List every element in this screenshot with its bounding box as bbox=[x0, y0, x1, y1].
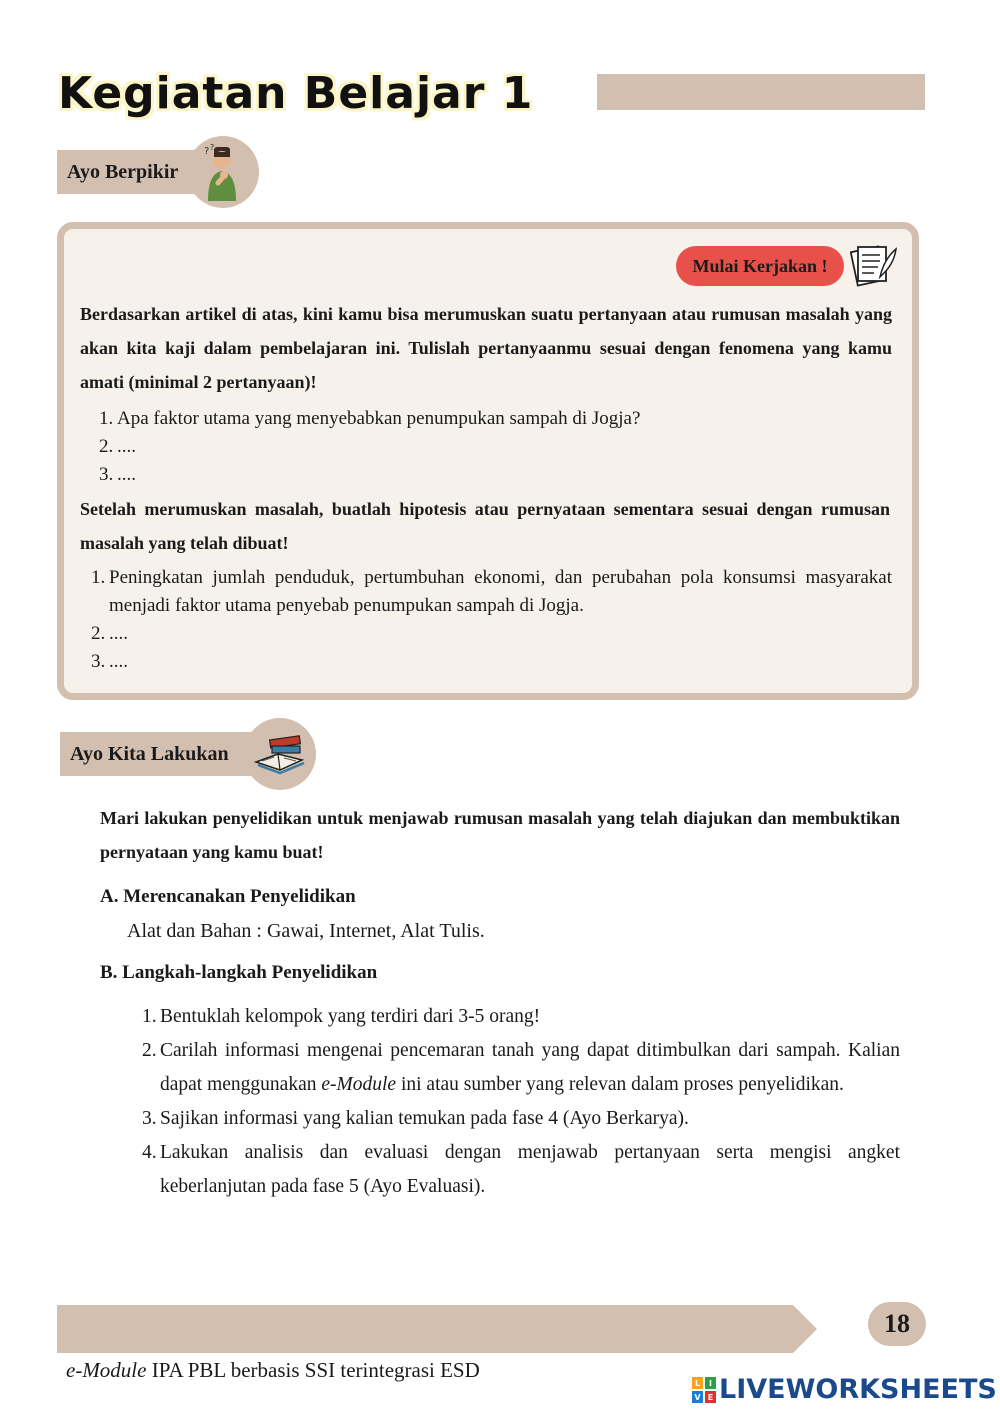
logo-letter: L bbox=[694, 1378, 701, 1388]
liveworksheets-brand[interactable] bbox=[692, 1374, 997, 1405]
title-accent-bar bbox=[597, 74, 925, 110]
part-a-text: Alat dan Bahan : Gawai, Internet, Alat Tulis. bbox=[127, 920, 485, 942]
svg-text:?: ? bbox=[210, 143, 215, 152]
list-item: 2. Carilah informasi mengenai pencemaran tanah yang dapat ditimbulkan dari sampah. Kalian dapat menggunakan e-Module ini atau sumber yang relevan dalam proses penyelidikan. bbox=[142, 1040, 900, 1095]
start-button[interactable]: Mulai Kerjakan ! bbox=[676, 246, 844, 286]
list-item: 3. .... bbox=[91, 648, 892, 676]
page-number: 18 bbox=[868, 1302, 926, 1346]
answer-field[interactable]: .... bbox=[109, 623, 128, 644]
section-tab-ayo-kita-lakukan bbox=[60, 730, 320, 802]
books-icon bbox=[244, 718, 316, 790]
list-item: 2. .... bbox=[91, 620, 892, 648]
part-b-title: B. Langkah-langkah Penyelidikan bbox=[100, 962, 378, 983]
logo-letter: E bbox=[707, 1392, 714, 1402]
list-item: 1. Bentuklah kelompok yang terdiri dari 3-5 orang! bbox=[142, 1006, 541, 1027]
question-list bbox=[99, 405, 889, 489]
svg-text:?: ? bbox=[204, 146, 210, 157]
answer-field[interactable]: .... bbox=[117, 464, 136, 485]
liveworksheets-logo-icon bbox=[692, 1377, 716, 1403]
answer-field[interactable]: .... bbox=[117, 436, 136, 457]
list-item: 2. .... bbox=[99, 433, 889, 461]
answer-field[interactable]: .... bbox=[109, 651, 128, 672]
list-item: 3. Sajikan informasi yang kalian temukan pada fase 4 (Ayo Berkarya). bbox=[142, 1108, 689, 1129]
hypothesis-list bbox=[91, 564, 892, 676]
steps-list bbox=[142, 1000, 900, 1204]
section-tab-label: Ayo Berpikir bbox=[57, 150, 227, 194]
investigation-intro: Mari lakukan penyelidikan untuk menjawab rumusan masalah yang telah diajukan dan membuktikan pernyataan yang kamu buat! bbox=[100, 808, 900, 862]
section-tab-ayo-berpikir bbox=[57, 143, 267, 220]
footer-arrow-bar bbox=[57, 1305, 817, 1353]
logo-letter: V bbox=[694, 1392, 701, 1402]
page-title: Kegiatan Belajar 1 bbox=[58, 68, 534, 119]
footer-module-name: e-Module IPA PBL berbasis SSI terintegrasi ESD bbox=[66, 1358, 480, 1382]
hypothesis-instruction: Setelah merumuskan masalah, buatlah hipotesis atau pernyataan sementara sesuai dengan rumusan masalah yang telah dibuat! bbox=[80, 499, 890, 553]
section-tab-label: Ayo Kita Lakukan bbox=[60, 732, 270, 776]
brand-text: LIVEWORKSHEETS bbox=[719, 1374, 997, 1405]
logo-letter: I bbox=[709, 1378, 712, 1388]
list-item: 4. Lakukan analisis dan evaluasi dengan menjawab pertanyaan serta mengisi angket keberlanjutan pada fase 5 (Ayo Evaluasi). bbox=[142, 1142, 900, 1197]
list-item: 3. .... bbox=[99, 461, 889, 489]
answer-field[interactable]: Peningkatan jumlah penduduk, pertumbuhan ekonomi, dan perubahan pola konsumsi masyarakat menjadi faktor utama penyebab penumpukan sampah di Jogja. bbox=[109, 567, 892, 616]
part-a-title: A. Merencanakan Penyelidikan bbox=[100, 886, 356, 907]
thinking-person-icon bbox=[187, 136, 259, 208]
list-item: 1. Peningkatan jumlah penduduk, pertumbuhan ekonomi, dan perubahan pola konsumsi masyarakat menjadi faktor utama penyebab penumpukan sampah di Jogja. bbox=[91, 564, 892, 620]
problem-instruction: Berdasarkan artikel di atas, kini kamu bisa merumuskan suatu pertanyaan atau rumusan masalah yang akan kita kaji dalam pembelajaran ini. Tulislah pertanyaanmu sesuai dengan fenomena yang kamu amati (minimal 2 pertanyaan)! bbox=[80, 304, 892, 392]
list-item: 1. Apa faktor utama yang menyebabkan penumpukan sampah di Jogja? bbox=[99, 405, 889, 433]
writing-paper-icon bbox=[850, 243, 900, 289]
answer-field[interactable]: Apa faktor utama yang menyebabkan penumpukan sampah di Jogja? bbox=[117, 408, 641, 429]
